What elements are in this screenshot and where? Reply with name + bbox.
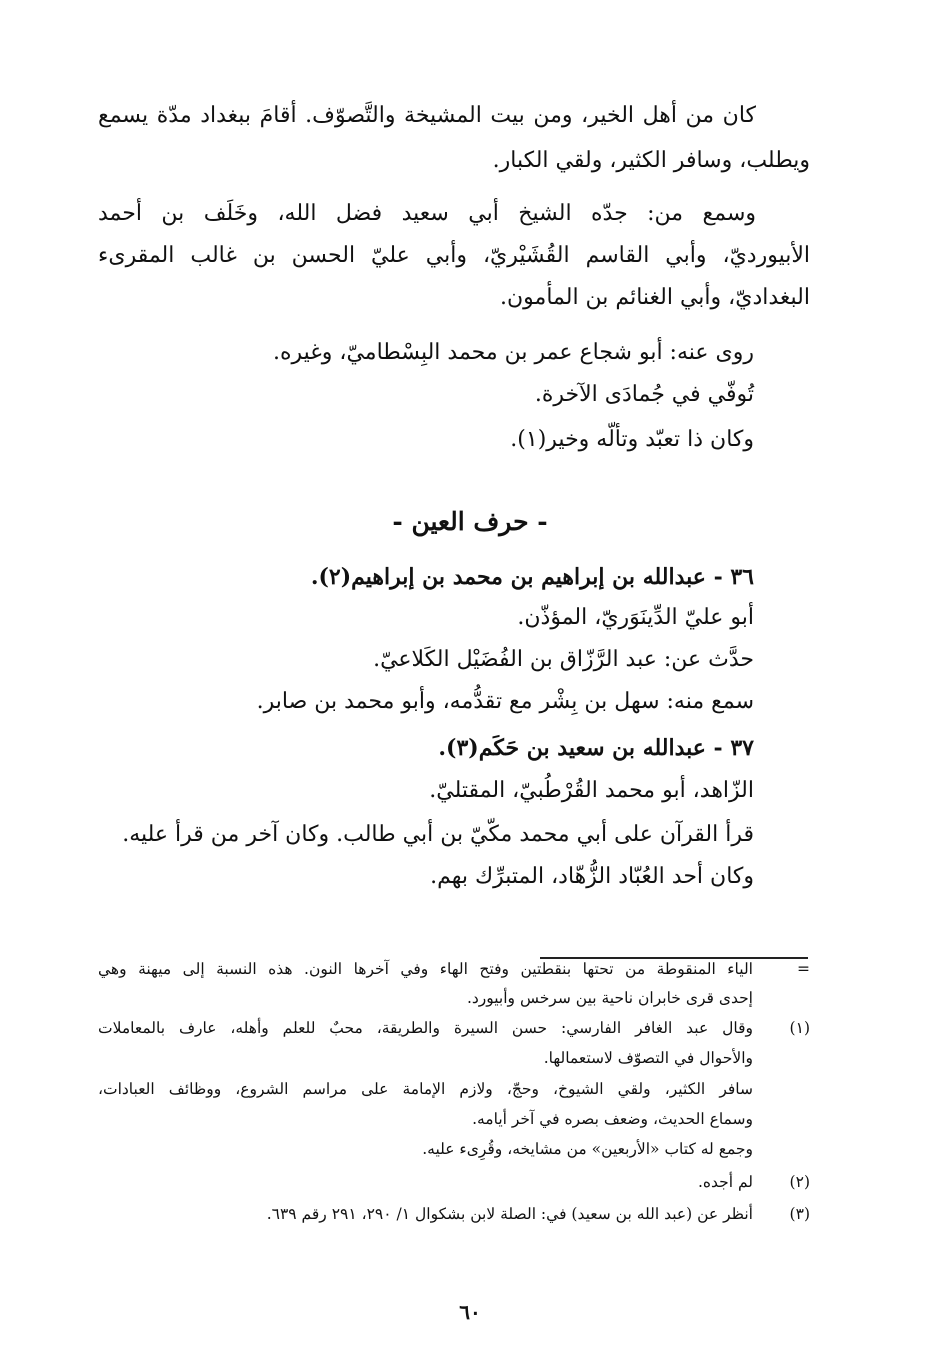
footnote-line: سافر الكثير، ولقي الشيوخ، وحجّ، ولازم الإمامة على مراسم الشروع، ووظائف العبادات، (98, 1080, 753, 1098)
footnote-divider (540, 957, 808, 959)
footnote-line: أنظر عن (عبد الله بن سعيد) في: الصلة لابن بشكوال ١/ ٢٩٠، ٢٩١ رقم ٦٣٩. (266, 1205, 753, 1223)
footnote-line: وقال عبد الغافر الفارسي: حسن السيرة والطريقة، محبٌ للعلم وأهله، عارف بالمعاملات (98, 1019, 753, 1037)
body-line: أبو عليّ الدِّينَوَريّ، المؤذّن. (517, 605, 754, 630)
body-line: كان من أهل الخير، ومن بيت المشيخة والتَّصوّف. أقامَ ببغداد مدّة يسمع (98, 103, 756, 128)
footnote-line: الياء المنقوطة من تحتها بنقطتين وفتح الهاء وفي آخرها النون. هذه النسبة إلى ميهنة وهي (98, 960, 753, 978)
footnote-marker: (١) (789, 1019, 810, 1037)
footnote-marker: (٣) (789, 1205, 810, 1223)
footnote-marker: (٢) (789, 1173, 810, 1191)
footnote-line: إحدى قرى خابران ناحية بين سرخس وأبيورد. (466, 989, 753, 1007)
entry-title: ٣٧ - عبدالله بن سعيد بن حَكَم(٣). (438, 735, 754, 761)
section-heading: - حرف العين - (392, 507, 548, 536)
body-line: البغداديّ، وأبي الغنائم بن المأمون. (500, 285, 810, 310)
footnote-line: وسماع الحديث، وضعف بصره في آخر أيامه. (472, 1110, 753, 1128)
footnote-line: والأحوال في التصوّف لاستعمالها. (543, 1049, 753, 1067)
body-line: روى عنه: أبو شجاع عمر بن محمد البِسْطاميّ، وغيره. (272, 340, 754, 365)
entry-title: ٣٦ - عبدالله بن إبراهيم بن محمد بن إبراهيم(٢). (310, 564, 754, 590)
body-line: ويطلب، وسافر الكثير، ولقي الكبار. (492, 148, 810, 173)
footnote-line: لم أجده. (697, 1173, 753, 1191)
body-line: قرأ القرآن على أبي محمد مكّيّ بن أبي طالب. وكان آخر من قرأ عليه. (122, 822, 754, 847)
body-line: وكان ذا تعبّد وتألّه وخير(١). (510, 427, 754, 452)
footnote-marker: = (797, 960, 810, 978)
body-line: الأبيورديّ، وأبي القاسم القُشَيْريّ، وأبي عليّ الحسن بن غالب المقرىء (98, 243, 810, 268)
body-line: تُوفّي في جُمادَى الآخرة. (534, 382, 754, 407)
body-line: وكان أحد العُبّاد الزُّهّاد، المتبرِّك بهم. (430, 864, 754, 889)
page-number: ٦٠ (459, 1300, 481, 1324)
body-line: سمع منه: سهل بن بِشْر مع تقدُّمه، وأبو محمد بن صابر. (256, 689, 754, 714)
body-line: حدَّث عن: عبد الرَّزّاق بن الفُضَيْل الكَلاعيّ. (373, 647, 754, 672)
footnote-line: وجمع له كتاب «الأربعين» من مشايخه، وقُرِىء عليه. (422, 1140, 753, 1158)
body-line: الزّاهد، أبو محمد القُرْطُبيّ، المقتليّ. (429, 778, 754, 803)
body-line: وسمع من: جدّه الشيخ أبي سعيد فضل الله، وخَلَف بن أحمد (98, 201, 757, 226)
